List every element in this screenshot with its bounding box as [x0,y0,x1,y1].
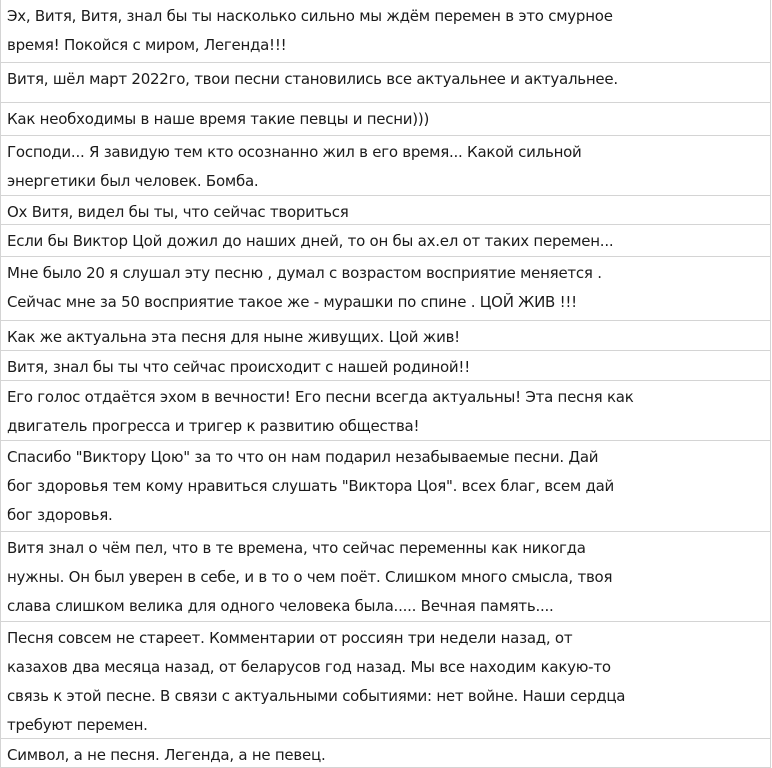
cell-text-line: требуют перемен. [7,716,148,734]
comment-cell-5[interactable] [1,196,771,225]
cell-text-line: энергетики был человек. Бомба. [7,172,259,190]
cell-text-line: Витя, шёл март 2022го, твои песни становились все актуальнее и актуальнее. [7,70,618,88]
cell-text-line: Как необходимы в наше время такие певцы и песни))) [7,110,430,128]
cell-text-line: Спасибо "Виктору Цою" за то что он нам подарил незабываемые песни. Дай [7,448,599,466]
cell-text-line: казахов два месяца назад, от беларусов год назад. Мы все находим какую-то [7,658,611,676]
comment-cell-7[interactable] [1,257,771,321]
cell-text-line: Если бы Виктор Цой дожил до наших дней, то он бы ах.ел от таких перемен... [7,232,614,250]
cell-text-line: нужны. Он был уверен в себе, и в то о чем поёт. Слишком много смысла, твоя [7,568,613,586]
cell-text-line: Витя знал о чём пел, что в те времена, что сейчас переменны как никогда [7,539,586,557]
cell-text-line: Песня совсем не стареет. Комментарии от россиян три недели назад, от [7,629,573,647]
cell-text-line: Мне было 20 я слушал эту песню , думал с возрастом восприятие меняется . [7,264,602,282]
cell-text-line: двигатель прогресса и тригер к развитию общества! [7,417,420,435]
cell-text-line: Его голос отдаётся эхом в вечности! Его песни всегда актуальны! Эта песня как [7,388,634,406]
comment-cell-13[interactable] [1,622,771,739]
cell-text-line: бог здоровья тем кому нравиться слушать "Виктора Цоя". всех благ, всем дай [7,477,615,495]
cell-text-line: Сейчас мне за 50 восприятие такое же - мурашки по спине . ЦОЙ ЖИВ !!! [7,293,577,311]
cell-text-line: связь к этой песне. В связи с актуальными событиями: нет войне. Наши сердца [7,687,626,705]
comment-cell-9[interactable] [1,351,771,381]
comment-cell-11[interactable] [1,441,771,532]
cell-text-line: Господи... Я завидую тем кто осознанно жил в его время... Какой сильной [7,143,582,161]
cell-text-line: Как же актуальна эта песня для ныне живущих. Цой жив! [7,328,460,346]
cell-text-line: Эх, Витя, Витя, знал бы ты насколько сильно мы ждём перемен в это смурное [7,7,613,25]
cell-text-line: время! Покойся с миром, Легенда!!! [7,36,287,54]
cell-text-line: слава слишком велика для одного человека была..... Вечная память.... [7,597,554,615]
comment-cell-8[interactable] [1,321,771,351]
comment-cell-2[interactable] [1,63,771,103]
comment-cell-10[interactable] [1,381,771,441]
cell-text-line: Символ, а не песня. Легенда, а не певец. [7,746,326,764]
comment-cell-12[interactable] [1,532,771,622]
comment-cell-14[interactable] [1,739,771,768]
cell-text-line: Ох Витя, видел бы ты, что сейчас твориться [7,203,349,221]
comment-cell-4[interactable] [1,136,771,196]
comment-cell-3[interactable] [1,103,771,136]
comment-cell-1[interactable] [1,0,771,63]
cell-text-line: бог здоровья. [7,506,113,524]
comment-cell-6[interactable] [1,225,771,257]
cell-text-line: Витя, знал бы ты что сейчас происходит с нашей родиной!! [7,358,470,376]
